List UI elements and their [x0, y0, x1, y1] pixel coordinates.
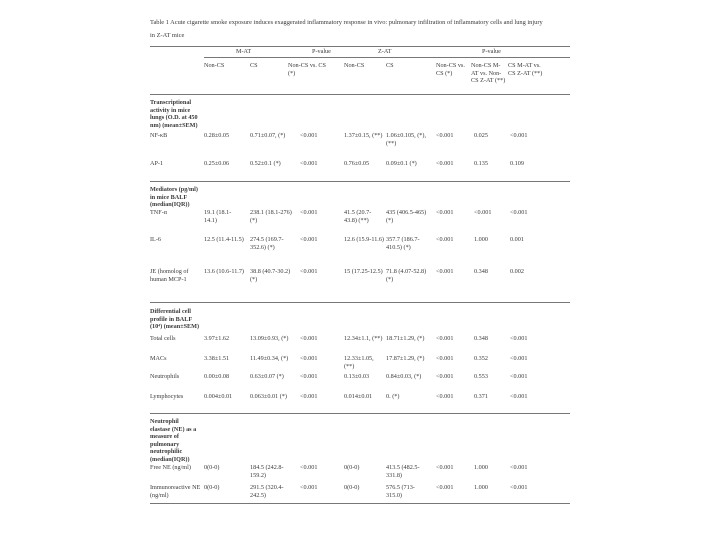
group-header-pvalue-2: P-value [482, 48, 501, 55]
table-cell: <0.001 [436, 373, 454, 380]
table-cell: 0(0-0) [344, 484, 360, 491]
table-cell: <0.001 [436, 160, 454, 167]
table-cell: 0(0-0) [344, 464, 360, 471]
table-cell: <0.001 [436, 268, 454, 275]
table-cell: 13.09±0.93, (*) [250, 335, 289, 342]
table-cell: 17.87±1.29, (*) [386, 355, 425, 362]
row-label: TNF-α [150, 209, 167, 216]
table-cell: 41.5 (20.7-43.8) (**) [344, 209, 372, 224]
table-cell: 0.52±0.1 (*) [250, 160, 281, 167]
row-label: Lymphocytes [150, 393, 184, 400]
table-cell: <0.001 [300, 393, 318, 400]
table-cell: 71.8 (4.07-52.8) (*) [386, 268, 427, 283]
row-label: Total cells [150, 335, 176, 342]
table-cell: 0.352 [474, 355, 488, 362]
table-cell: <0.001 [436, 209, 454, 216]
table-cell: <0.001 [436, 484, 454, 491]
table-cell: 1.37±0.15, (**) [344, 132, 383, 139]
section-heading: Differential cell profile in BALF (10⁴) (mean±SEM) [150, 308, 200, 331]
table-cell: <0.001 [510, 393, 528, 400]
section-rule-1 [150, 181, 570, 182]
table-cell: 0.002 [510, 268, 524, 275]
table-cell: 3.97±1.62 [204, 335, 230, 342]
section-heading: Neutrophil elastase (NE) as a measure of pulmonary neutrophilic (median(IQR)) [150, 418, 197, 463]
table-cell: <0.001 [300, 335, 318, 342]
table-cell: <0.001 [436, 393, 454, 400]
table-cell: 11.49±0.34, (*) [250, 355, 289, 362]
col-header-noncs-comparison: Non-CS M-AT vs. Non-CS Z-AT (**) [471, 62, 506, 85]
table-cell: <0.001 [300, 236, 318, 243]
row-label: NF-κB [150, 132, 168, 139]
table-title-line-2: in Z-AT mice [150, 32, 185, 39]
table-cell: <0.001 [436, 132, 454, 139]
table-cell: 18.71±1.29, (*) [386, 335, 425, 342]
table-cell: 0(0-0) [204, 484, 220, 491]
table-cell: <0.001 [300, 209, 318, 216]
table-cell: 0.348 [474, 268, 488, 275]
table-cell: 576.5 (713-315.0) [386, 484, 415, 499]
col-header-mat-noncs: Non-CS [204, 62, 225, 69]
table-cell: 12.34±1.1, (**) [344, 335, 383, 342]
top-rule [150, 46, 570, 47]
table-cell: 435 (406.5-465) (*) [386, 209, 427, 224]
group-header-rule [204, 57, 570, 58]
table-cell: 0.25±0.06 [204, 160, 230, 167]
table-title-line-1: Table 1 Acute cigarette smoke exposure induces exaggerated inflammatory response in vivo: pulmonary infiltration of inflammatory cells and lung injury [150, 19, 543, 26]
table-cell: <0.001 [510, 132, 528, 139]
table-cell: <0.001 [510, 464, 528, 471]
col-header-zat-noncs: Non-CS [344, 62, 365, 69]
table-cell: 0.348 [474, 335, 488, 342]
table-cell: 0.014±0.01 [344, 393, 373, 400]
table-cell: <0.001 [436, 464, 454, 471]
row-label: Immunoreactive NE (ng/ml) [150, 484, 201, 499]
section-rule-2 [150, 302, 570, 303]
table-cell: 15 (17.25-12.5) [344, 268, 383, 275]
row-label: Neutrophils [150, 373, 180, 380]
table-cell: 3.38±1.51 [204, 355, 230, 362]
table-cell: 19.1 (18.1-14.1) [204, 209, 232, 224]
table-cell: 0.84±0.03, (*) [386, 373, 422, 380]
table-cell: <0.001 [300, 484, 318, 491]
table-cell: 38.8 (40.7-30.2) (*) [250, 268, 291, 283]
group-header-pvalue-1: P-value [312, 48, 331, 55]
section-heading: Transcriptional activity in mice lungs (O.D. at 450 nm) (mean±SEM) [150, 99, 198, 129]
section-heading: Mediators (pg/ml) in mice BALF (median(IQR)) [150, 186, 198, 209]
table-cell: <0.001 [510, 209, 528, 216]
table-cell: 0.00±0.08 [204, 373, 230, 380]
table-cell: 0.109 [510, 160, 524, 167]
table-cell: 274.5 (169.7-352.6) (*) [250, 236, 284, 251]
table-cell: <0.001 [300, 132, 318, 139]
col-header-cs-comparison: CS M-AT vs. CS Z-AT (**) [508, 62, 543, 77]
table-cell: 184.5 (242.8-159.2) [250, 464, 284, 479]
table-cell: 0.13±0.03 [344, 373, 370, 380]
table-cell: 413.5 (482.5-331.8) [386, 464, 420, 479]
table-cell: <0.001 [300, 355, 318, 362]
row-label: AP-1 [150, 160, 164, 167]
table-cell: 0.09±0.1 (*) [386, 160, 417, 167]
table-cell: <0.001 [510, 335, 528, 342]
col-header-mat-pvalue: Non-CS vs. CS (*) [288, 62, 326, 77]
table-cell: <0.001 [436, 236, 454, 243]
table-cell: 238.1 (18.1-276) (*) [250, 209, 292, 224]
table-cell: 0(0-0) [204, 464, 220, 471]
table-cell: 1.000 [474, 484, 488, 491]
table-cell: 0.28±0.05 [204, 132, 230, 139]
row-label: IL-6 [150, 236, 161, 243]
table-cell: 12.5 (11.4-11.5) [204, 236, 244, 243]
header-rule [150, 94, 570, 95]
table-cell: 0.371 [474, 393, 488, 400]
table-cell: <0.001 [300, 464, 318, 471]
table-title [150, 16, 570, 42]
table-cell: <0.001 [474, 209, 492, 216]
table-cell: 12.6 (15.9-11.6) [344, 236, 384, 243]
col-header-zat-pvalue: Non-CS vs. CS (*) [436, 62, 465, 77]
table-cell: 0.71±0.07, (*) [250, 132, 286, 139]
table-cell: 1.000 [474, 236, 488, 243]
table-cell: 0.135 [474, 160, 488, 167]
table-cell: 0. (*) [386, 393, 400, 400]
table-cell: <0.001 [510, 484, 528, 491]
table-cell: 0.063±0.01 (*) [250, 393, 287, 400]
table-cell: <0.001 [300, 160, 318, 167]
table-cell: 12.33±1.05, (**) [344, 355, 374, 370]
table-cell: 0.63±0.07 (*) [250, 373, 284, 380]
table-cell: 0.004±0.01 [204, 393, 233, 400]
table-cell: 0.76±0.05 [344, 160, 370, 167]
table-cell: 13.6 (10.6-11.7) [204, 268, 244, 275]
row-label: JE (homolog of human MCP-1 [150, 268, 189, 283]
table-cell: <0.001 [300, 373, 318, 380]
table-cell: <0.001 [436, 335, 454, 342]
table-cell: <0.001 [300, 268, 318, 275]
col-header-mat-cs: CS [250, 62, 258, 69]
bottom-rule [150, 503, 570, 504]
row-label: MACs [150, 355, 167, 362]
table-cell: 1.06±0.105, (*),(**) [386, 132, 427, 147]
group-header-zat: Z-AT [378, 48, 392, 55]
table-cell: <0.001 [510, 355, 528, 362]
table-cell: 357.7 (186.7-410.5) (*) [386, 236, 420, 251]
table-cell: <0.001 [510, 373, 528, 380]
table-cell: 0.553 [474, 373, 488, 380]
table-cell: 1.000 [474, 464, 488, 471]
group-header-mat: M-AT [236, 48, 252, 55]
section-rule-3 [150, 413, 570, 414]
row-label: Free NE (ng/ml) [150, 464, 191, 471]
table-cell: <0.001 [436, 355, 454, 362]
table-cell: 0.001 [510, 236, 524, 243]
col-header-zat-cs: CS [386, 62, 394, 69]
table-cell: 0.025 [474, 132, 488, 139]
table-cell: 291.5 (320.4-242.5) [250, 484, 284, 499]
